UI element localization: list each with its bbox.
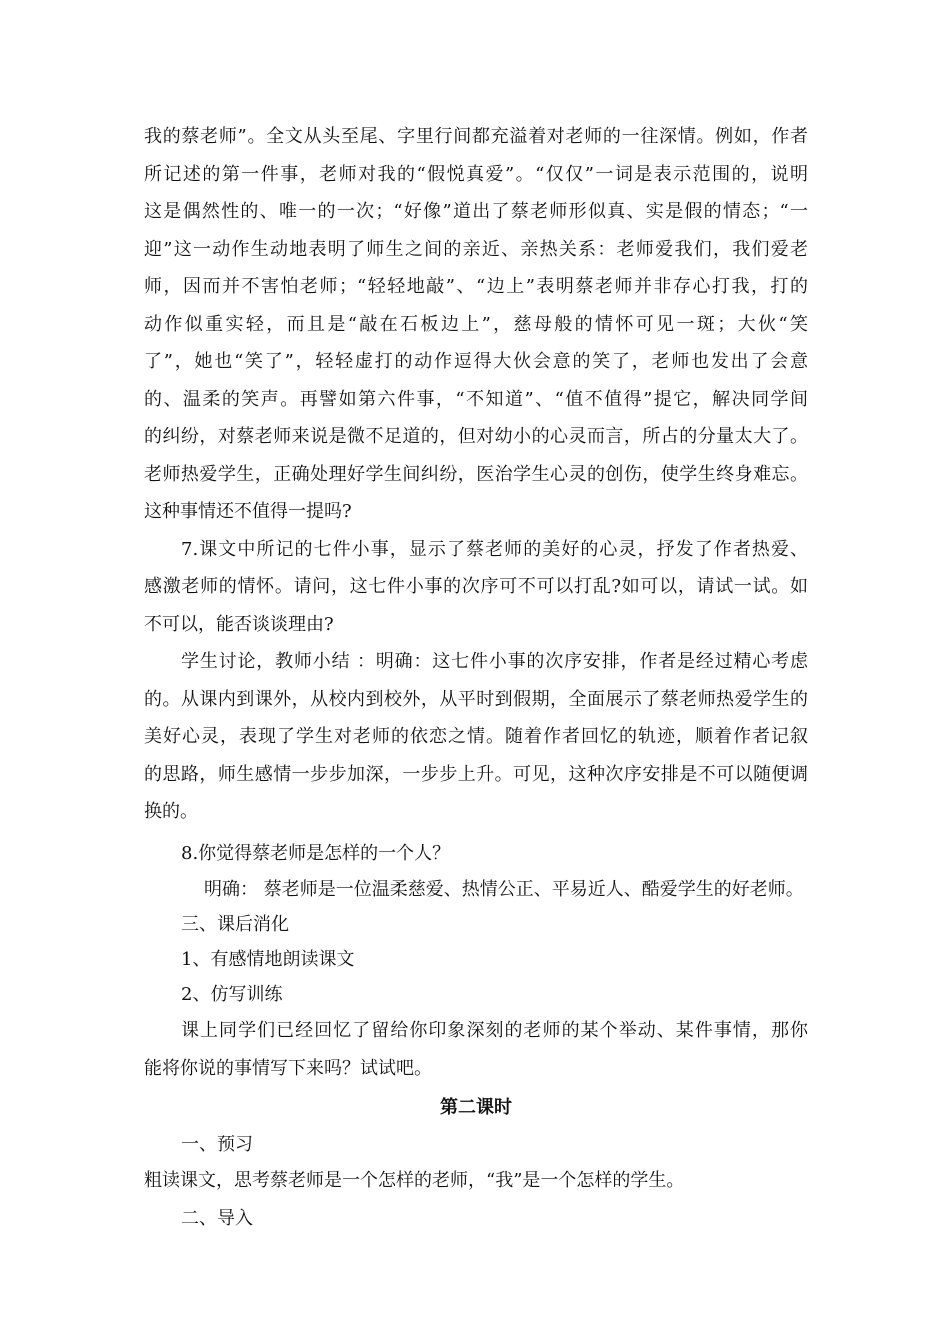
text-line: 7.课文中所记的七件小事，显示了蔡老师的美好的心灵，抒发了作者热爱、 [181,538,808,560]
text-line: 学生讨论，教师小结 ：明确：这七件小事的次序安排，作者是经过精心考虑 [181,651,808,672]
question-8: 8.你觉得蔡老师是怎样的一个人？ [181,842,451,864]
text-line: 能将你说的事情写下来吗？试试吧。 [144,1057,432,1079]
text-line: 动作似重实轻，而且是“敲在石板边上”，慈母般的情怀可见一斑；大伙“笑 [144,313,808,335]
section-3-task [144,1012,808,1087]
text-line: 我的蔡老师”。全文从头至尾、字里行间都充溢着对老师的一往深情。例如，作者 [144,126,808,147]
answer-8: 明确： 蔡老师是一位温柔慈爱、热情公正、平易近人、酷爱学生的好老师。 [204,879,804,900]
text-line: 美好心灵，表现了学生对老师的依恋之情。随着作者回忆的轨迹，顺着作者记叙 [144,726,808,747]
section-3-item-2: 2、仿写训练 [181,984,283,1005]
text-line: 的思路，师生感情一步步加深，一步步上升。可见，这种次序安排是不可以随便调 [144,763,808,785]
text-line: 迎”这一动作生动地表明了师生之间的亲近、亲热关系：老师爱我们，我们爱老 [144,238,808,260]
text-line: 不可以，能否谈谈理由? [144,613,334,635]
lesson-2-preview-title: 一、预习 [181,1134,253,1155]
text-line: 的。从课内到课外，从校内到校外，从平时到假期，全面展示了蔡老师热爱学生的 [144,688,808,710]
text-line: 感激老师的情怀。请问，这七件小事的次序可不可以打乱?如可以，请试一试。如 [144,576,808,597]
section-3-title: 三、课后消化 [181,914,289,935]
document-body [144,118,808,1237]
text-line: 的纠纷，对蔡老师来说是微不足道的，但对幼小的心灵而言，所占的分量太大了。 [144,426,808,447]
text-line: 所记述的第一件事，老师对我的“假悦真爱”。“仅仅”一词是表示范围的，说明 [144,163,808,185]
text-line: 老师热爱学生，正确处理好学生间纠纷，医治学生心灵的创伤，使学生终身难忘。 [144,463,808,485]
lesson-2-heading: 第二课时 [440,1097,512,1118]
section-3-item-1: 1、有感情地朗读课文 [181,949,355,970]
question-7 [144,531,808,644]
text-line: 这种事情还不值得一提吗? [144,501,352,522]
lesson-2-intro-title: 二、导入 [181,1207,253,1229]
text-line: 换的。 [144,801,198,822]
text-line: 课上同学们已经回忆了留给你印象深刻的老师的某个举动、某件事情，那你 [181,1020,808,1041]
text-line: 了”，她也“笑了”，轻轻虚打的动作逗得大伙会意的笑了，老师也发出了会意 [144,351,808,372]
text-line: 师，因而并不害怕老师；“轻轻地敲”、“边上”表明蔡老师并非存心打我，打的 [144,276,808,297]
lesson-2-preview-text: 粗读课文，思考蔡老师是一个怎样的老师，“我”是一个怎样的学生。 [144,1170,685,1191]
answer-7 [144,643,808,831]
analysis-paragraph [144,118,808,531]
text-line: 这是偶然性的、唯一的一次；“好像”道出了蔡老师形似真、实是假的情态；“一 [144,201,808,222]
text-line: 的、温柔的笑声。再譬如第六件事，“不知道”、“值不值得”提它，解决同学间 [144,388,808,410]
